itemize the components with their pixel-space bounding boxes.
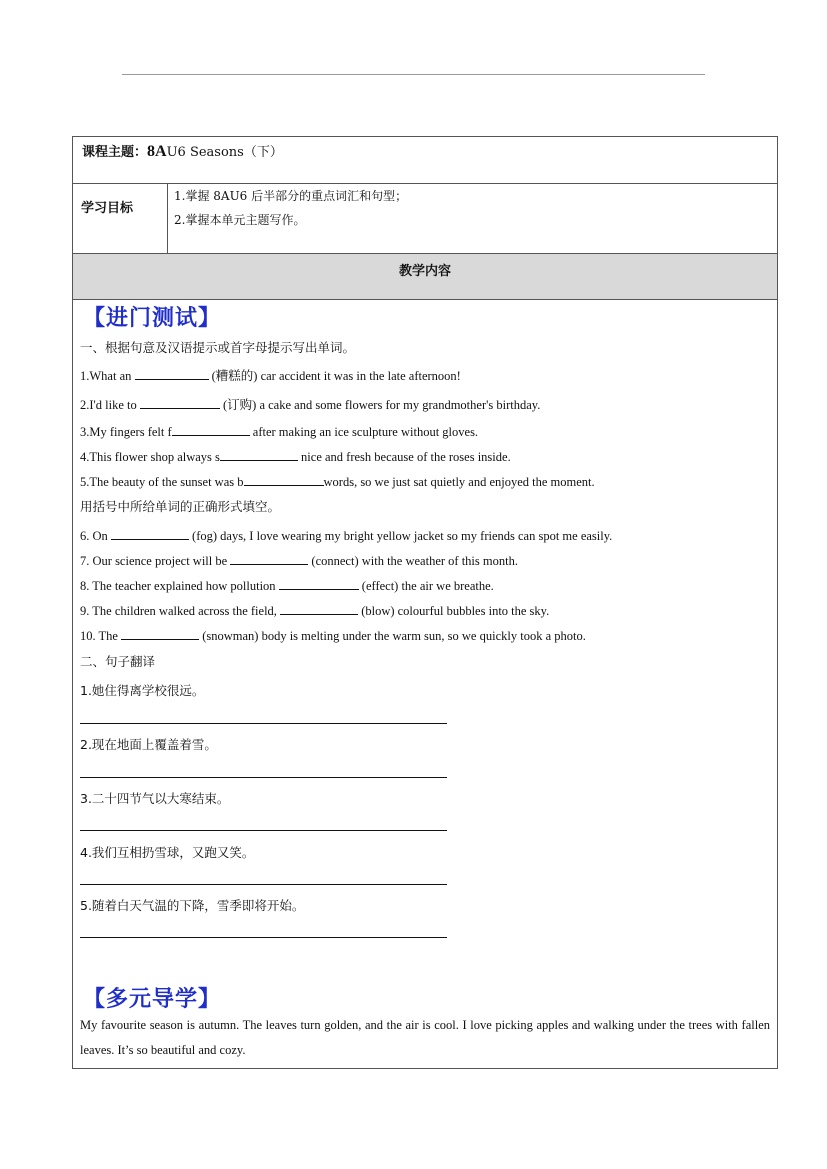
goal-items: [168, 184, 778, 254]
goal-item: 2.掌握本单元主题写作。: [174, 213, 306, 227]
question-4: 4.This flower shop always s nice and fresh because of the roses inside.: [80, 447, 511, 465]
answer-blank[interactable]: [280, 601, 358, 615]
topic-code: 8A: [147, 143, 167, 160]
translation-3: 3.二十四节气以大寒结束。: [80, 791, 230, 806]
page-header-rule: [122, 74, 705, 75]
topic-title: U6 Seasons（下）: [166, 145, 283, 160]
answer-blank[interactable]: [244, 472, 324, 486]
reading-paragraph: My favourite season is autumn. The leaves turn golden, and the air is cool. I love picking apples and walking under the trees with fallen leaves. It’s so beautiful and cozy.: [80, 1018, 770, 1057]
translation-answer-line[interactable]: [80, 777, 447, 778]
question-3: 3.My fingers felt f after making an ice sculpture without gloves.: [80, 422, 478, 440]
question-1: 1.What an (糟糕的) car accident it was in the late afternoon!: [80, 366, 461, 384]
translation-answer-line[interactable]: [80, 723, 447, 724]
translation-5: 5.随着白天气温的下降，雪季即将开始。: [80, 898, 305, 913]
part1b-title: 用括号中所给单词的正确形式填空。: [80, 499, 281, 514]
question-9: 9. The children walked across the field, (blow) colourful bubbles into the sky.: [80, 601, 549, 619]
answer-blank[interactable]: [140, 395, 220, 409]
answer-blank[interactable]: [279, 576, 359, 590]
answer-blank[interactable]: [111, 526, 189, 540]
lesson-table: [72, 136, 778, 1069]
part1-title: 一、根据句意及汉语提示或首字母提示写出单词。: [80, 340, 356, 355]
question-6: 6. On (fog) days, I love wearing my bright yellow jacket so my friends can spot me easily.: [80, 526, 612, 544]
topic-label: 课程主题：: [82, 145, 148, 160]
translation-4: 4.我们互相扔雪球，又跑又笑。: [80, 845, 255, 860]
content-body: [73, 300, 778, 1069]
topic-cell: [73, 137, 778, 184]
content-header-row: [73, 254, 778, 300]
answer-blank[interactable]: [230, 551, 308, 565]
question-5: 5.The beauty of the sunset was b words, so we just sat quietly and enjoyed the moment.: [80, 472, 595, 490]
section-heading-entry-test: 【进门测试】: [83, 306, 222, 331]
answer-blank[interactable]: [121, 626, 199, 640]
answer-blank[interactable]: [135, 366, 209, 380]
translation-answer-line[interactable]: [80, 884, 447, 885]
topic-row: [73, 137, 778, 184]
question-8: 8. The teacher explained how pollution (effect) the air we breathe.: [80, 576, 494, 594]
content-body-row: [73, 300, 778, 1069]
goal-row: [73, 184, 778, 254]
question-2: 2.I'd like to (订购) a cake and some flowers for my grandmother's birthday.: [80, 395, 540, 413]
goal-label: 学习目标: [73, 184, 168, 254]
section-heading-guided-learning: 【多元导学】: [83, 987, 222, 1012]
question-7: 7. Our science project will be (connect) with the weather of this month.: [80, 551, 518, 569]
translation-answer-line[interactable]: [80, 937, 447, 938]
translation-2: 2.现在地面上覆盖着雪。: [80, 737, 217, 752]
answer-blank[interactable]: [220, 447, 298, 461]
translation-1: 1.她住得离学校很远。: [80, 683, 205, 698]
goal-item: 1.掌握 8AU6 后半部分的重点词汇和句型；: [174, 189, 408, 203]
content-title: 教学内容: [73, 254, 778, 300]
question-10: 10. The (snowman) body is melting under the warm sun, so we quickly took a photo.: [80, 626, 586, 644]
answer-blank[interactable]: [172, 422, 250, 436]
part2-title: 二、句子翻译: [80, 654, 156, 669]
translation-answer-line[interactable]: [80, 830, 447, 831]
